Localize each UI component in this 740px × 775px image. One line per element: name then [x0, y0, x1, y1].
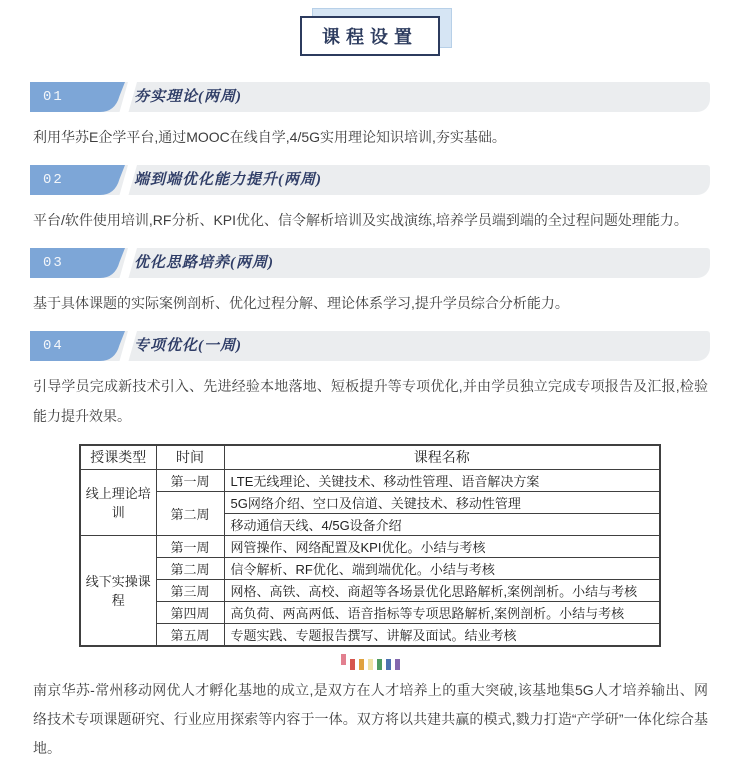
section-header-band: [30, 248, 710, 278]
course-cell: 移动通信天线、4/5G设备介绍: [224, 513, 660, 535]
course-cell: 专题实践、专题报告撰写、讲解及面试。结业考核: [224, 623, 660, 646]
decor-bar: [377, 659, 382, 670]
table-header-row: [80, 445, 660, 469]
decor-bar: [359, 659, 364, 670]
table-row: [80, 491, 660, 513]
page-title: 课程设置: [300, 16, 440, 56]
table-row: [80, 557, 660, 579]
decor-bar: [368, 659, 373, 670]
course-section-04: [30, 331, 710, 431]
decor-bar: [395, 659, 400, 670]
section-description: 引导学员完成新技术引入、先进经验本地落地、短板提升等专项优化,并由学员独立完成专项报告及汇报,检验能力提升效果。: [33, 378, 708, 424]
course-section-02: [30, 165, 710, 235]
course-cell: 信令解析、RF优化、端到端优化。小结与考核: [224, 557, 660, 579]
footer-paragraph: 南京华苏-常州移动网优人才孵化基地的成立,是双方在人才培养上的重大突破,该基地集5G人才培养输出、网络技术专项课题研究、行业应用探索等内容于一体。双方将以共建共赢的模式,戮力打造“产学研”一体化综合基地。: [33, 681, 708, 756]
section-title: 端到端优化能力提升(两周): [134, 172, 322, 188]
week-cell: 第五周: [156, 623, 224, 646]
course-section-03: [30, 248, 710, 318]
table-row: [80, 601, 660, 623]
page-title-box: [300, 16, 440, 56]
section-title: 优化思路培养(两周): [134, 255, 274, 271]
decor-bar: [386, 659, 391, 670]
week-cell: 第三周: [156, 579, 224, 601]
section-description: 利用华苏E企学平台,通过MOOC在线自学,4/5G实用理论知识培训,夯实基础。: [33, 129, 506, 145]
course-cell: LTE无线理论、关键技术、移动性管理、语音解决方案: [224, 469, 660, 491]
course-table: [79, 444, 661, 647]
table-row: [80, 623, 660, 646]
week-cell: 第二周: [156, 557, 224, 579]
type-cell: 线上理论培训: [80, 469, 156, 535]
section-description: 平台/软件使用培训,RF分析、KPI优化、信令解析培训及实战演练,培养学员端到端的全过程问题处理能力。: [33, 212, 688, 228]
section-title: 夯实理论(两周): [134, 89, 242, 105]
section-title: 专项优化(一周): [134, 338, 242, 354]
col-header-time: 时间: [156, 445, 224, 469]
col-header-type: 授课类型: [80, 445, 156, 469]
week-cell: 第一周: [156, 535, 224, 557]
course-cell: 网格、高铁、高校、商超等各场景优化思路解析,案例剖析。小结与考核: [224, 579, 660, 601]
course-section-01: [30, 82, 710, 152]
table-row: [80, 579, 660, 601]
section-number: 02: [43, 172, 64, 188]
section-description: 基于具体课题的实际案例剖析、优化过程分解、理论体系学习,提升学员综合分析能力。: [33, 295, 569, 311]
course-cell: 高负荷、两高两低、语音指标等专项思路解析,案例剖析。小结与考核: [224, 601, 660, 623]
week-cell: 第二周: [156, 491, 224, 535]
section-header-band: [30, 82, 710, 112]
decor-bar: [350, 659, 355, 670]
course-cell: 网管操作、网络配置及KPI优化。小结与考核: [224, 535, 660, 557]
decor-bars: [30, 652, 710, 670]
week-cell: 第四周: [156, 601, 224, 623]
col-header-course: 课程名称: [224, 445, 660, 469]
table-row: [80, 535, 660, 557]
section-header-band: [30, 165, 710, 195]
section-number: 01: [43, 89, 64, 105]
week-cell: 第一周: [156, 469, 224, 491]
section-header-band: [30, 331, 710, 361]
decor-bar: [341, 654, 346, 665]
section-number: 03: [43, 255, 64, 271]
course-cell: 5G网络介绍、空口及信道、关键技术、移动性管理: [224, 491, 660, 513]
table-row: [80, 469, 660, 491]
section-number: 04: [43, 338, 64, 354]
type-cell: 线下实操课程: [80, 535, 156, 646]
